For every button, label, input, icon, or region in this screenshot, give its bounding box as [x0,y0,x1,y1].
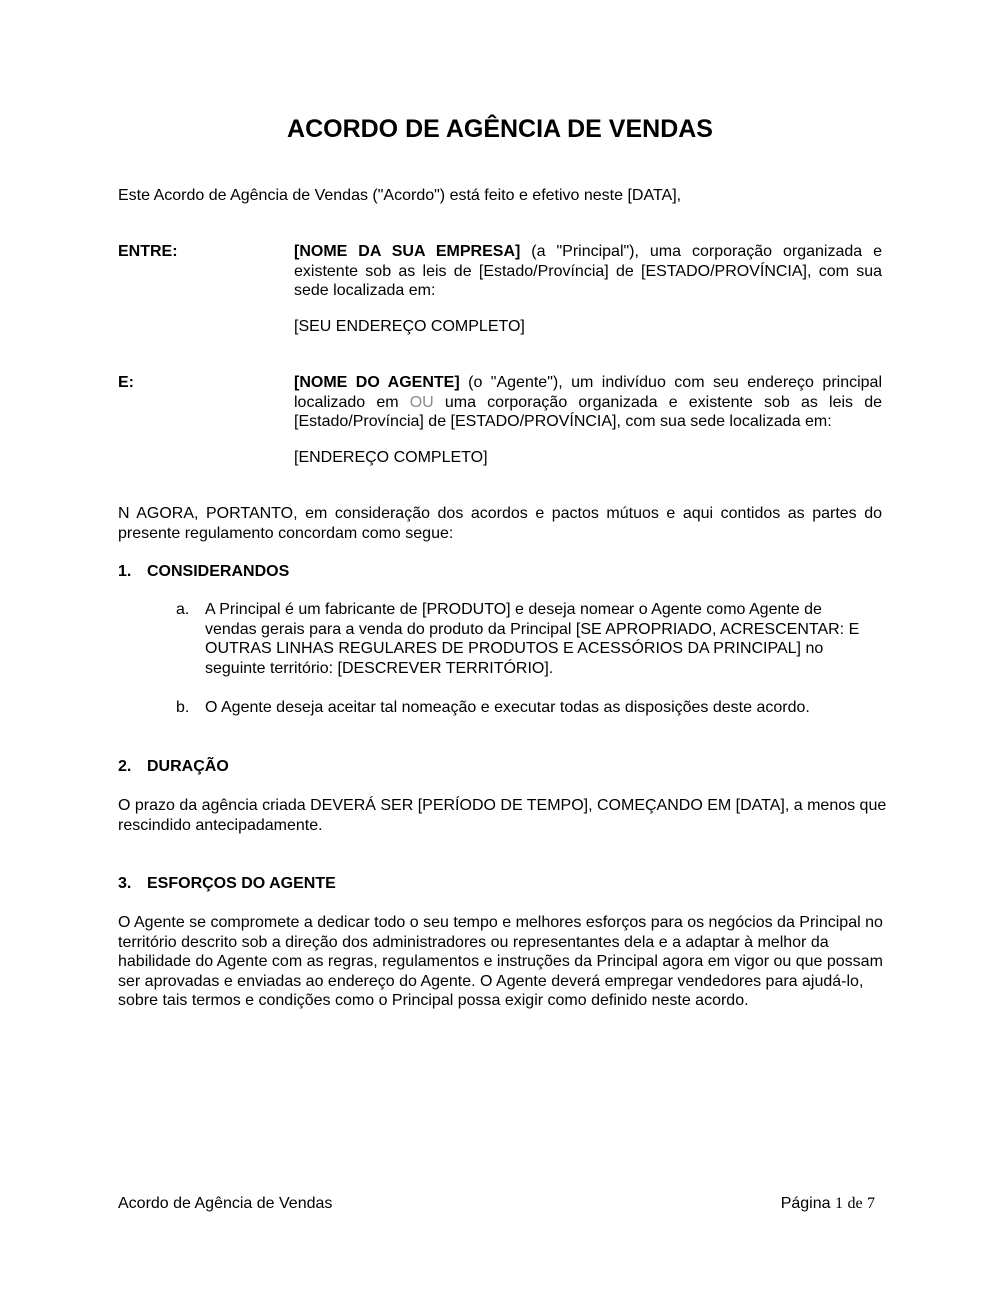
list-marker: b. [176,699,190,716]
section-2-heading [118,757,229,777]
section-1-heading [118,562,289,582]
preamble-paragraph: N AGORA, PORTANTO, em consideração dos acordos e pactos mútuos e aqui contidos as partes do presente regulamento concordam como segue: [118,505,882,542]
agent-name-placeholder: [NOME DO AGENTE] [294,374,460,391]
list-item [176,698,876,718]
party-2-text-before: (o "Agente"), um indivíduo com seu endereço principal localizado em [294,374,883,411]
section-3-body: O Agente se compromete a dedicar todo o seu tempo e melhores esforços para os negócios da Principal no território descrito sob a direção dos administradores ou representantes dela e a adaptar à melhor da habilidade do Agente com as regras, regulamentos e instruções da Principal agora em vigor ou que possam ser aprovadas e enviadas ao endereço do Agente. O Agente deverá empregar vendedores para ajudá-lo, sobre tais termos e condições como o Principal possa exigir como definido neste acordo. [118,914,883,1009]
or-word: OU [409,393,434,411]
section-number: 3. [118,875,132,892]
section-title: CONSIDERANDOS [147,563,290,580]
company-name-placeholder: [NOME DA SUA EMPRESA] [294,243,521,260]
section-title: ESFORÇOS DO AGENTE [147,875,336,892]
party-label-entre: ENTRE: [118,243,178,260]
section-number: 2. [118,758,132,775]
list-item-text: O Agente deseja aceitar tal nomeação e executar todas as disposições deste acordo. [205,699,810,716]
section-number: 1. [118,563,132,580]
page-total: 7 [867,1195,875,1212]
party-2-description [294,373,882,432]
page-label: Página [780,1195,831,1212]
section-2-body: O prazo da agência criada DEVERÁ SER [PERÍODO DE TEMPO], COMEÇANDO EM [DATA], a menos que rescindido antecipadamente. [118,797,887,834]
list-marker: a. [176,601,190,618]
footer-document-title: Acordo de Agência de Vendas [118,1195,333,1212]
party-2-address: [ENDEREÇO COMPLETO] [294,449,488,466]
footer-page-number [781,1194,875,1214]
party-label-e: E: [118,374,134,391]
section-title: DURAÇÃO [147,758,229,775]
section-3-heading [118,874,336,894]
party-1-text: (a "Principal"), uma corporação organizada e existente sob as leis de [Estado/Província] de [ESTADO/PROVÍNCIA], com sua sede localizada em: [294,243,882,299]
party-2-text-after: uma corporação organizada e existente sob as leis de [Estado/Província] de [ESTADO/PROVÍNCIA], com sua sede localizada em: [294,393,882,430]
intro-paragraph: Este Acordo de Agência de Vendas ("Acordo") está feito e efetivo neste [DATA], [118,187,682,204]
document-title: ACORDO DE AGÊNCIA DE VENDAS [287,115,713,143]
page-of: de [847,1195,863,1212]
list-item [176,600,876,680]
party-1-description [294,242,882,301]
list-item-text: A Principal é um fabricante de [PRODUTO] e deseja nomear o Agente como Agente de vendas gerais para a venda do produto da Principal [SE APROPRIADO, ACRESCENTAR: E OUTRAS LINHAS REGULARES DE PRODUTOS E ACESSÓRIOS DA PRINCIPAL] no seguinte território: [DESCREVER TERRITÓRIO]. [205,601,860,677]
party-1-address: [SEU ENDEREÇO COMPLETO] [294,318,525,335]
page-current: 1 [834,1195,843,1212]
